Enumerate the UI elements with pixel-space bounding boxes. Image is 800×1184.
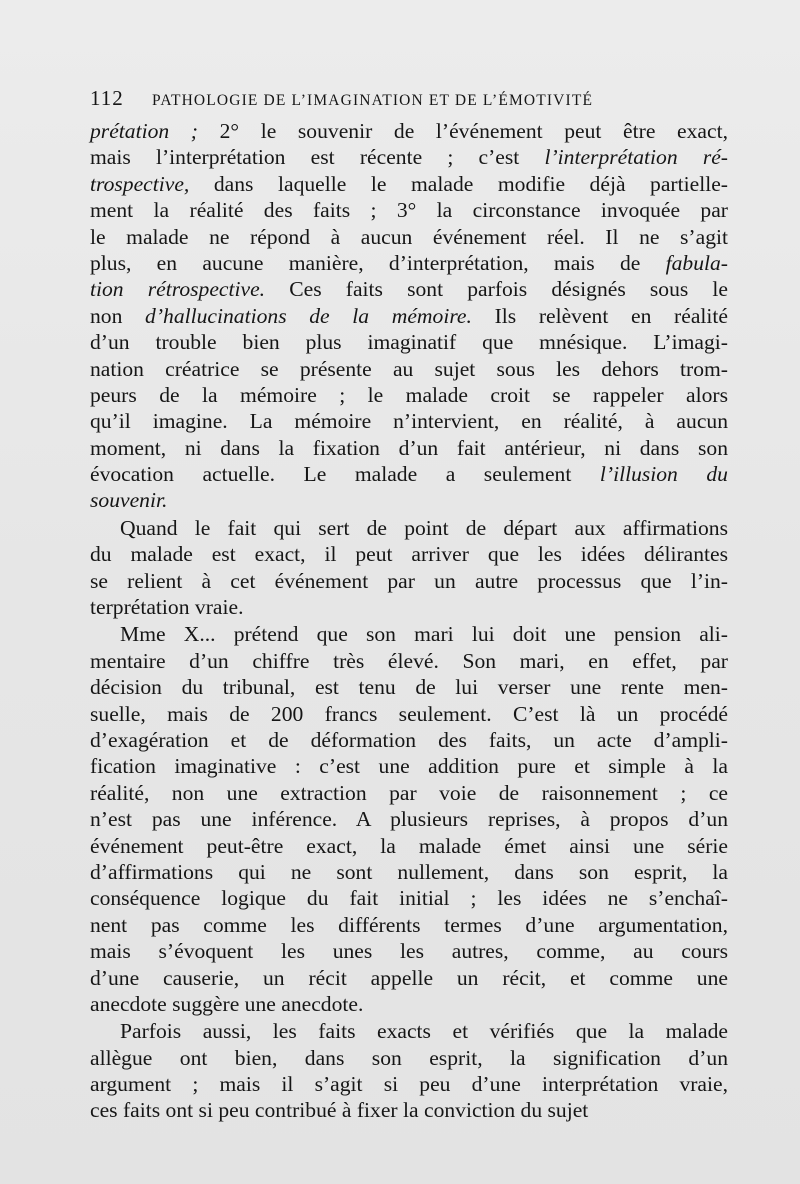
text-line — [90, 594, 728, 620]
text-line — [90, 461, 728, 487]
text-run: mais s’évoquent les unes les autres, comme, au cours — [90, 939, 728, 964]
paragraph — [90, 118, 728, 514]
paragraph — [90, 515, 728, 621]
text-run: décision du tribunal, est tenu de lui verser une rente men- — [90, 675, 728, 700]
italic-text: tion rétrospective. — [90, 277, 266, 302]
text-run: anecdote suggère une anecdote. — [90, 991, 364, 1016]
text-run: Ils relèvent en réalité — [471, 303, 728, 328]
italic-text: fabula- — [665, 250, 728, 275]
italic-text: d’hallucinations de la mémoire. — [145, 303, 472, 328]
text-run: ces faits ont si peu contribué à fixer la conviction du sujet — [90, 1098, 589, 1123]
text-run: plus, en aucune manière, d’interprétation, mais de — [90, 250, 666, 275]
text-line — [90, 144, 728, 170]
text-line — [90, 701, 728, 727]
text-run: fication imaginative : c’est une addition pure et simple à la — [90, 754, 728, 779]
text-run: se relient à cet événement par un autre processus que l’in- — [90, 568, 728, 593]
text-run: terprétation vraie. — [90, 595, 244, 620]
text-run: Mme X... prétend que son mari lui doit une pension ali- — [120, 622, 728, 647]
text-line — [90, 276, 728, 302]
text-line — [90, 568, 728, 594]
text-line — [90, 118, 728, 144]
text-line — [90, 753, 728, 779]
text-run: allègue ont bien, dans son esprit, la signification d’un — [90, 1045, 728, 1070]
text-line — [90, 1045, 728, 1071]
text-line — [90, 303, 728, 329]
text-line — [90, 197, 728, 223]
text-line — [90, 329, 728, 355]
page-header — [90, 86, 740, 112]
text-run: qu’il imagine. La mémoire n’intervient, en réalité, à aucun — [90, 409, 728, 434]
text-line — [90, 515, 728, 541]
text-run: d’affirmations qui ne sont nullement, dans son esprit, la — [90, 859, 728, 884]
text-line — [90, 1071, 728, 1097]
text-line — [90, 1097, 728, 1123]
text-run: d’exagération et de déformation des faits, un acte d’ampli- — [90, 727, 728, 752]
text-run: le malade ne répond à aucun événement réel. Il ne s’agit — [90, 224, 728, 249]
text-run: peurs de la mémoire ; le malade croit se rappeler alors — [90, 382, 728, 407]
text-run: Quand le fait qui sert de point de départ aux affirmations — [120, 515, 728, 540]
italic-text: trospective, — [90, 171, 190, 196]
page-number: 112 — [90, 86, 124, 110]
text-line — [90, 171, 728, 197]
text-run: nent pas comme les différents termes d’une argumentation, — [90, 912, 728, 937]
text-run: du malade est exact, il peut arriver que les idées délirantes — [90, 542, 728, 567]
text-line — [90, 965, 728, 991]
text-line — [90, 224, 728, 250]
text-line — [90, 408, 728, 434]
paragraph — [90, 621, 728, 1017]
text-run: Parfois aussi, les faits exacts et vérifiés que la malade — [120, 1019, 728, 1044]
italic-text: l’interprétation ré- — [544, 145, 728, 170]
text-line — [90, 487, 728, 513]
text-run: Ces faits sont parfois désignés sous le — [265, 277, 729, 302]
text-run: réalité, non une extraction par voie de raisonnement ; ce — [90, 780, 728, 805]
italic-text: l’illusion du — [599, 462, 728, 487]
text-run: mentaire d’un chiffre très élevé. Son mari, en effet, par — [90, 648, 728, 673]
italic-text: prétation ; — [90, 119, 198, 143]
italic-text: souvenir. — [90, 488, 168, 513]
running-title: PATHOLOGIE DE L’IMAGINATION ET DE L’ÉMOTIVITÉ — [152, 92, 594, 109]
text-run: conséquence logique du fait initial ; les idées ne s’enchaî- — [90, 886, 728, 911]
text-line — [90, 1018, 728, 1044]
text-line — [90, 541, 728, 567]
text-line — [90, 859, 728, 885]
text-run: non — [90, 303, 146, 328]
text-run: suelle, mais de 200 francs seulement. C’est là un procédé — [90, 701, 728, 726]
text-line — [90, 885, 728, 911]
body-text — [90, 118, 728, 1124]
text-run: argument ; mais il s’agit si peu d’une interprétation vraie, — [90, 1072, 728, 1097]
text-run: n’est pas une inférence. A plusieurs reprises, à propos d’un — [90, 807, 728, 832]
text-line — [90, 991, 728, 1017]
text-run: mais l’interprétation est récente ; c’est — [90, 145, 545, 170]
text-run: événement peut-être exact, la malade émet ainsi une série — [90, 833, 728, 858]
text-line — [90, 356, 728, 382]
text-run: d’une causerie, un récit appelle un récit, et comme une — [90, 965, 728, 990]
text-line — [90, 780, 728, 806]
text-line — [90, 648, 728, 674]
text-run: ment la réalité des faits ; 3° la circonstance invoquée par — [90, 198, 728, 223]
text-run: nation créatrice se présente au sujet sous les dehors trom- — [90, 356, 728, 381]
text-line — [90, 382, 728, 408]
text-line — [90, 912, 728, 938]
text-line — [90, 806, 728, 832]
text-line — [90, 938, 728, 964]
text-line — [90, 250, 728, 276]
paragraph — [90, 1018, 728, 1124]
text-run: d’un trouble bien plus imaginatif que mnésique. L’imagi- — [90, 330, 728, 355]
text-run: dans laquelle le malade modifie déjà partielle- — [189, 171, 728, 196]
text-run: 2° le souvenir de l’événement peut être exact, — [198, 119, 728, 143]
text-run: évocation actuelle. Le malade a seulement — [90, 462, 600, 487]
text-line — [90, 674, 728, 700]
text-line — [90, 727, 728, 753]
text-run: moment, ni dans la fixation d’un fait antérieur, ni dans son — [90, 435, 728, 460]
text-line — [90, 833, 728, 859]
text-line — [90, 621, 728, 647]
text-line — [90, 435, 728, 461]
